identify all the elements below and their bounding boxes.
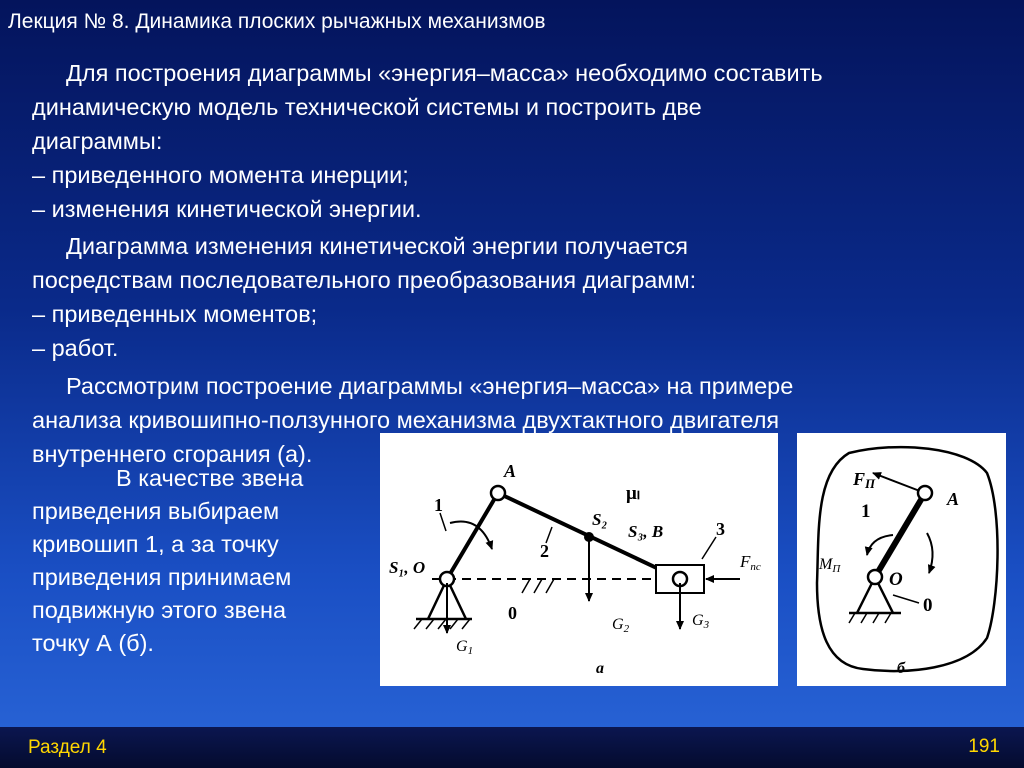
- label-moment-M: MП: [819, 556, 841, 575]
- footer-page-number: 191: [968, 736, 1000, 757]
- crank-link: [447, 493, 498, 579]
- ground-hatching: [414, 619, 470, 629]
- text-line: подвижную этого звена: [32, 597, 287, 623]
- text-line: диаграммы:: [32, 128, 163, 154]
- text-line: приведения выбираем: [32, 498, 280, 524]
- text-line: кривошип 1, а за точку: [32, 531, 279, 557]
- list-item: – приведенного момента инерции;: [32, 162, 409, 188]
- list-item: – работ.: [32, 335, 119, 361]
- text-line: точку А (б).: [32, 630, 154, 656]
- leader-line: [702, 537, 716, 559]
- frame-hatching: [522, 579, 554, 593]
- text-line: Диаграмма изменения кинетической энергии получается: [66, 233, 688, 259]
- footer-bar: [0, 727, 1024, 768]
- figure-caption-b: б: [897, 660, 905, 677]
- label-force-Fp: FП: [853, 469, 876, 491]
- label-frame-0: 0: [508, 603, 517, 623]
- label-scale-mu: μₗ: [626, 483, 640, 504]
- text-line: приведения принимаем: [32, 564, 292, 590]
- paragraph-reduction-link: [32, 462, 377, 660]
- leader-line: [440, 513, 446, 531]
- figure-crank-slider-mechanism: [380, 433, 778, 686]
- label-weight-G1: G1: [456, 638, 474, 657]
- label-link-1: 1: [861, 501, 871, 522]
- label-frame-0: 0: [923, 595, 933, 616]
- text-line: В качестве звена: [116, 465, 304, 491]
- label-crank-1: 1: [434, 495, 443, 515]
- text-line: Рассмотрим построение диаграммы «энергия–масса» на примере: [66, 373, 794, 399]
- paragraph-energy-mass-intro: [32, 56, 1002, 226]
- label-S1-O: S₁, O: [389, 558, 426, 577]
- label-point-A: A: [504, 461, 517, 481]
- label-point-O: O: [889, 569, 903, 590]
- label-S2: S₂: [592, 510, 608, 529]
- joint-O: [868, 570, 882, 584]
- text-line: динамическую модель технической системы и построить две: [32, 94, 702, 120]
- figure-caption-a: а: [596, 660, 604, 677]
- text-line: посредствам последовательного преобразования диаграмм:: [32, 267, 697, 293]
- label-S3-B: S₃, B: [628, 522, 664, 541]
- label-weight-G2: G2: [612, 616, 630, 635]
- mechanism-diagram: [380, 433, 778, 686]
- slide-title: Лекция № 8. Динамика плоских рычажных механизмов: [8, 10, 546, 33]
- joint-A: [918, 486, 932, 500]
- text-line: внутреннего сгорания (а).: [32, 441, 313, 467]
- list-item: – изменения кинетической энергии.: [32, 196, 422, 222]
- label-point-A: A: [947, 489, 960, 509]
- footer-section-label: Раздел 4: [28, 737, 107, 758]
- paragraph-kinetic-energy: [32, 229, 1002, 365]
- joint-A: [491, 486, 505, 500]
- list-item: – приведенных моментов;: [32, 301, 318, 327]
- text-line: анализа кривошипно-ползунного механизма двухтактного двигателя: [32, 407, 780, 433]
- label-weight-G3: G3: [692, 612, 710, 631]
- reduction-diagram: [797, 433, 1006, 686]
- isolation-boundary: [817, 447, 998, 671]
- label-rod-2: 2: [540, 541, 549, 561]
- label-force-F: Fпс: [740, 552, 761, 573]
- label-slider-3: 3: [716, 519, 725, 539]
- figure-reduction-link: [797, 433, 1006, 686]
- text-line: Для построения диаграммы «энергия–масса» необходимо составить: [66, 60, 823, 86]
